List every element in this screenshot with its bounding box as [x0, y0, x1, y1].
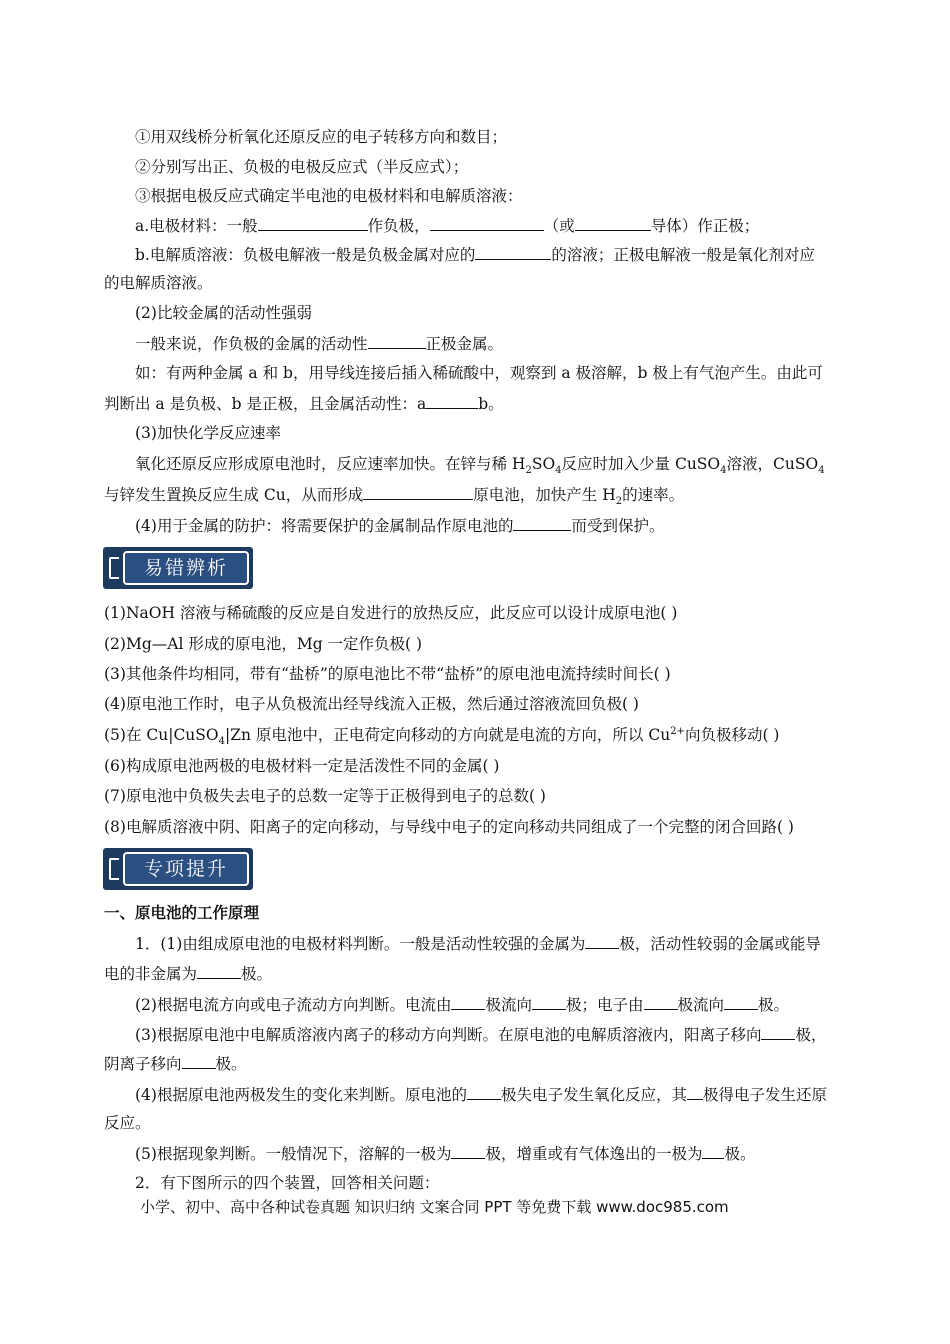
blank[interactable] — [575, 215, 651, 231]
blank[interactable] — [467, 1084, 501, 1100]
error-item-4: (4)原电池工作时，电子从负极流出经导线流入正极，然后通过溶液流回负极( ) — [104, 695, 639, 713]
question-3: (3)根据原电池中电解质溶液内离子的移动方向判断。在原电池的电解质溶液内，阳离子移向 极， — [135, 1026, 827, 1044]
step-2: ②分别写出正、负极的电极反应式（半反应式）； — [135, 158, 469, 176]
error-item-3: (3)其他条件均相同，带有“盐桥”的原电池比不带“盐桥”的原电池电流持续时间长( ) — [104, 665, 671, 683]
blank[interactable] — [761, 1024, 795, 1040]
example-line-cont: 判断出 a 是负极、b 是正极，且金属活动性：a b。 — [104, 395, 504, 413]
blank[interactable] — [368, 333, 426, 349]
blank[interactable] — [197, 963, 241, 979]
question-6: 2．有下图所示的四个装置，回答相关问题： — [135, 1174, 440, 1192]
error-item-5: (5)在 Cu|CuSO$_4$|Zn 原电池中，正电荷定向移动的方向就是电流的方向，所以 $Cu^{2+}$向负极移动( ) — [104, 725, 780, 748]
question-4: (4)根据原电池两极发生的变化来判断。原电池的 极失电子发生氧化反应，其 极得电子发生还原 — [135, 1086, 827, 1104]
blank[interactable] — [426, 393, 478, 409]
blank[interactable] — [475, 244, 551, 260]
section-heading: 一、原电池的工作原理 — [104, 903, 260, 922]
blank[interactable] — [702, 1143, 724, 1159]
blank[interactable] — [532, 994, 566, 1010]
blank[interactable] — [585, 933, 619, 949]
blank[interactable] — [724, 994, 758, 1010]
blank[interactable] — [451, 994, 485, 1010]
rate-line: 氧化还原反应形成原电池时，反应速率加快。在锌与稀 $H_2SO_4$反应时加入少量 CuSO$_4$溶液，CuSO$_4$ — [135, 455, 825, 477]
electrolyte-line: b.电解质溶液：负极电解液一般是负极金属对应的 的溶液；正极电解液一般是氧化剂对应 — [135, 246, 815, 264]
activity-line: 一般来说，作负极的金属的活动性 正极金属。 — [135, 335, 504, 353]
example-line: 如：有两种金属 a 和 b，用导线连接后插入稀硫酸中，观察到 a 极溶解，b 极上有气泡产生。由此可 — [135, 364, 823, 382]
step-1: ①用双线桥分析氧化还原反应的电子转移方向和数目； — [135, 128, 508, 146]
question-3-cont: 阴离子移向 极。 — [104, 1055, 247, 1073]
electrode-material-line: a.电极材料：一般 作负极， （或 导体）作正极； — [135, 217, 760, 235]
banner-error-analysis: 易错辨析 — [103, 547, 253, 589]
blank[interactable] — [182, 1053, 216, 1069]
blank[interactable] — [258, 215, 368, 231]
error-item-7: (7)原电池中负极失去电子的总数一定等于正极得到电子的总数( ) — [104, 787, 546, 805]
question-1-cont: 电的非金属为 极。 — [104, 965, 273, 983]
step-3: ③根据电极反应式确定半电池的电极材料和电解质溶液： — [135, 187, 523, 205]
subheading-activity: (2)比较金属的活动性强弱 — [135, 304, 312, 322]
subheading-rate: (3)加快化学反应速率 — [135, 424, 281, 442]
error-item-2: (2)Mg—Al 形成的原电池，Mg 一定作负极( ) — [104, 635, 423, 653]
electrolyte-line-cont: 的电解质溶液。 — [104, 274, 213, 292]
blank[interactable] — [644, 994, 678, 1010]
blank[interactable] — [687, 1084, 703, 1100]
question-4-cont: 反应。 — [104, 1114, 151, 1132]
blank[interactable] — [513, 515, 571, 531]
banner-special-improvement: 专项提升 — [103, 848, 253, 890]
protection-line: (4)用于金属的防护：将需要保护的金属制品作原电池的 而受到保护。 — [135, 517, 665, 535]
bracket-icon — [109, 858, 119, 880]
blank[interactable] — [430, 215, 544, 231]
question-5: (5)根据现象判断。一般情况下，溶解的一极为 极，增重或有气体逸出的一极为 极。 — [135, 1145, 756, 1163]
blank[interactable] — [451, 1143, 485, 1159]
error-item-1: (1)NaOH 溶液与稀硫酸的反应是自发进行的放热反应，此反应可以设计成原电池( ) — [104, 604, 678, 622]
error-item-8: (8)电解质溶液中阴、阳离子的定向移动，与导线中电子的定向移动共同组成了一个完整的闭合回路( ) — [104, 818, 794, 836]
rate-line-cont: 与锌发生置换反应生成 Cu，从而形成 原电池，加快产生 $H_2$的速率。 — [104, 486, 685, 508]
bracket-icon — [109, 557, 119, 579]
error-item-6: (6)构成原电池两极的电极材料一定是活泼性不同的金属( ) — [104, 757, 500, 775]
footer-text: 小学、初中、高中各种试卷真题 知识归纳 文案合同 PPT 等免费下载 www.doc985.com — [140, 1198, 729, 1216]
question-1: 1．(1)由组成原电池的电极材料判断。一般是活动性较强的金属为 极，活动性较弱的金属或能导 — [135, 935, 821, 953]
question-2: (2)根据电流方向或电子流动方向判断。电流由 极流向 极；电子由 极流向 极。 — [135, 996, 790, 1014]
blank[interactable] — [363, 484, 473, 500]
